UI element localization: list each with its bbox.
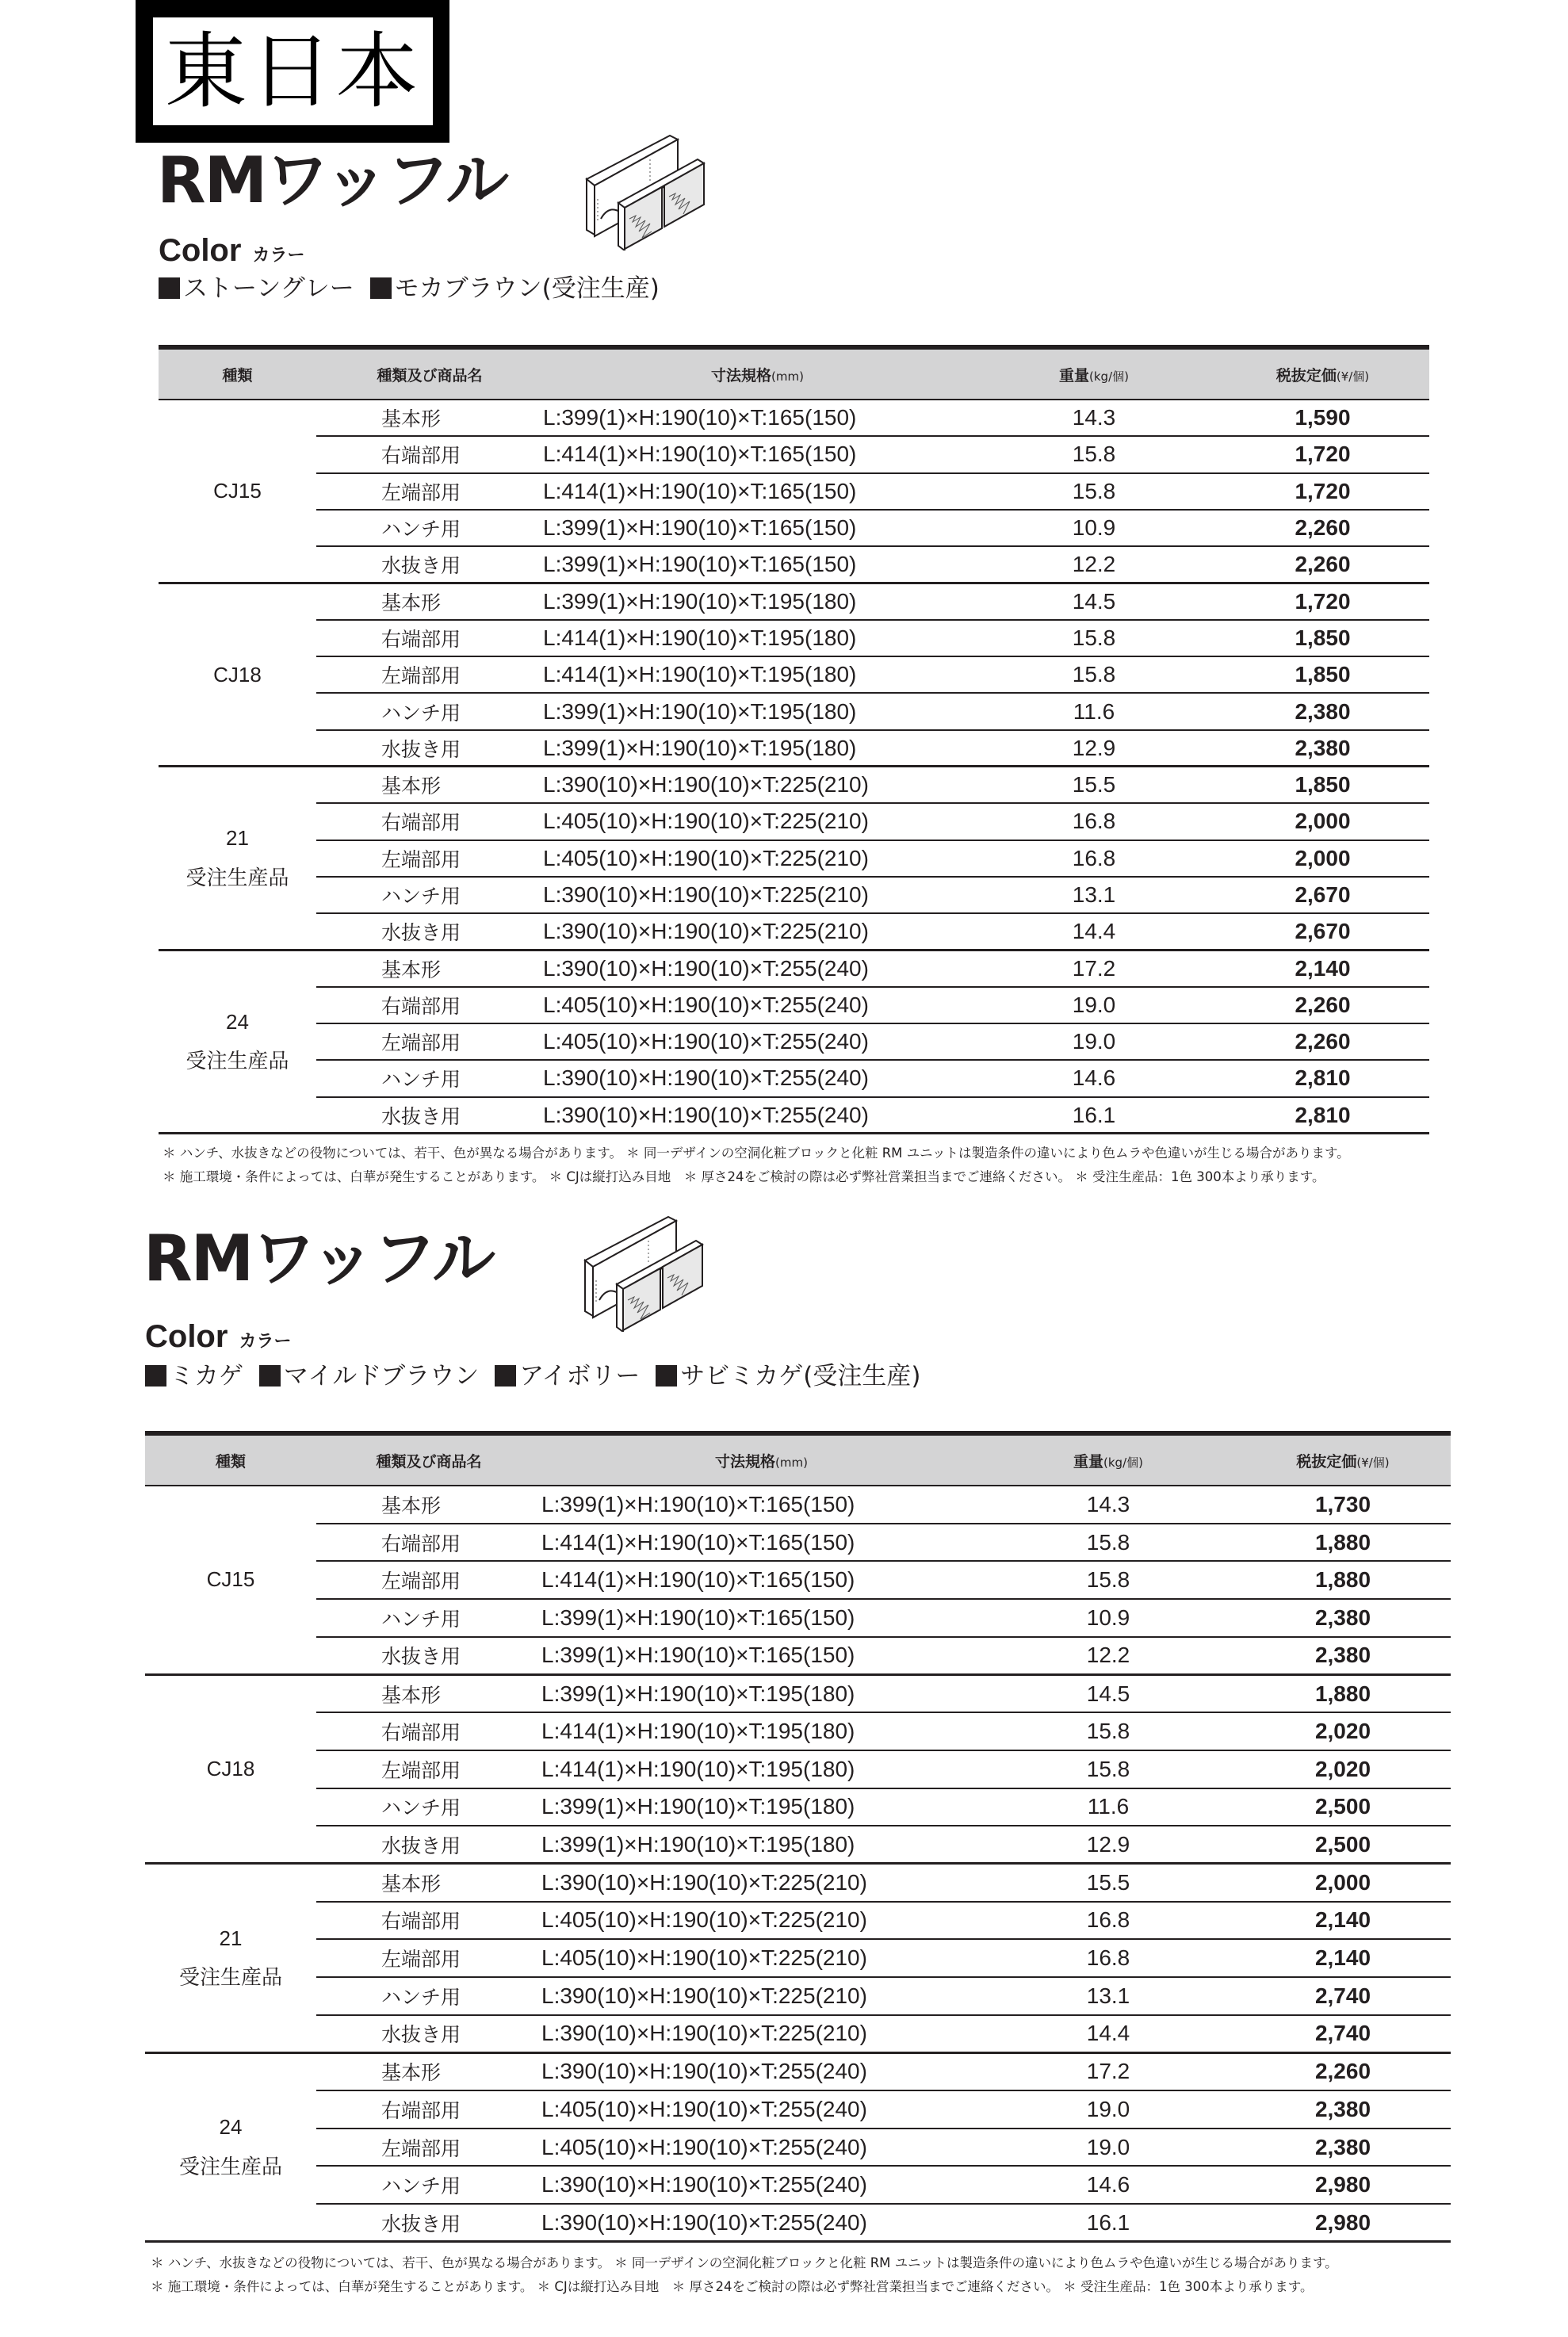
table-row [145, 1524, 1451, 1562]
dimensions-cell: L:414(1)×H:190(10)×T:165(150) [541, 1524, 981, 1562]
price-cell: 2,140 [1235, 1902, 1451, 1940]
dimensions-cell: L:399(1)×H:190(10)×T:195(180) [543, 693, 972, 729]
header-dimensions: 寸法規格(mm) [541, 1433, 981, 1486]
price-cell: 2,810 [1216, 1060, 1429, 1096]
product-name-cell: 右端部用 [316, 1712, 541, 1750]
table-row [159, 1060, 1429, 1096]
table-row [159, 987, 1429, 1023]
price-cell: 1,850 [1216, 656, 1429, 693]
weight-cell: 15.8 [981, 1712, 1235, 1750]
dimensions-cell: L:399(1)×H:190(10)×T:165(150) [541, 1599, 981, 1637]
weight-cell: 15.5 [972, 767, 1216, 803]
footnote-line: ＊ 施工環境・条件によっては、白華が発生することがあります。 ＊ CJは縦打込み目地 ＊ 厚さ24をご検討の際は必ず弊社営業担当までご連絡ください。 ＊ 受注生産品：1色 300本より承ります。 [163, 1169, 1325, 1184]
product-name-cell: 基本形 [316, 767, 543, 803]
table-row [159, 840, 1429, 877]
weight-cell: 15.8 [981, 1524, 1235, 1562]
color-option: ストーングレー [159, 277, 354, 301]
weight-cell: 12.9 [972, 730, 1216, 767]
product-name-cell: 基本形 [316, 400, 543, 436]
group-label: CJ15 [145, 1486, 316, 1674]
product-name-cell: 水抜き用 [316, 2204, 541, 2242]
price-cell: 2,740 [1235, 2015, 1451, 2053]
weight-cell: 15.8 [981, 1561, 1235, 1599]
table-row [159, 803, 1429, 840]
dimensions-cell: L:399(1)×H:190(10)×T:165(150) [543, 546, 972, 583]
price-table [159, 345, 1429, 1134]
dimensions-cell: L:399(1)×H:190(10)×T:165(150) [541, 1637, 981, 1675]
dimensions-cell: L:414(1)×H:190(10)×T:165(150) [541, 1561, 981, 1599]
product-name-cell: 水抜き用 [316, 1826, 541, 1864]
product-name-cell: 基本形 [316, 950, 543, 986]
product-name-cell: ハンチ用 [316, 693, 543, 729]
dimensions-cell: L:405(10)×H:190(10)×T:255(240) [541, 2129, 981, 2167]
dimensions-cell: L:399(1)×H:190(10)×T:165(150) [541, 1486, 981, 1524]
price-cell: 2,380 [1216, 693, 1429, 729]
dimensions-cell: L:399(1)×H:190(10)×T:195(180) [541, 1788, 981, 1826]
dimensions-cell: L:405(10)×H:190(10)×T:225(210) [541, 1902, 981, 1940]
table-row [159, 877, 1429, 913]
color-option: ミカゲ [145, 1364, 243, 1389]
weight-cell: 13.1 [972, 877, 1216, 913]
product-name-cell: 基本形 [316, 583, 543, 619]
product-name-cell: 左端部用 [316, 840, 543, 877]
table-row [159, 656, 1429, 693]
price-cell: 1,720 [1216, 436, 1429, 472]
header-weight: 重量(kg/個) [981, 1433, 1235, 1486]
block-illustration-icon [577, 1213, 704, 1332]
table-row [159, 473, 1429, 510]
product-name-cell: 水抜き用 [316, 730, 543, 767]
weight-cell: 19.0 [972, 987, 1216, 1023]
price-cell: 2,380 [1235, 2129, 1451, 2167]
weight-cell: 12.2 [972, 546, 1216, 583]
price-cell: 2,810 [1216, 1097, 1429, 1134]
color-swatch-icon [495, 1365, 516, 1387]
dimensions-cell: L:399(1)×H:190(10)×T:195(180) [543, 730, 972, 767]
header-type: 種類 [145, 1433, 316, 1486]
color-list [159, 274, 667, 303]
dimensions-cell: L:414(1)×H:190(10)×T:195(180) [541, 1712, 981, 1750]
weight-cell: 14.4 [981, 2015, 1235, 2053]
weight-cell: 16.8 [972, 803, 1216, 840]
dimensions-cell: L:405(10)×H:190(10)×T:255(240) [543, 1023, 972, 1060]
price-cell: 2,260 [1235, 2052, 1451, 2090]
price-cell: 2,260 [1216, 546, 1429, 583]
dimensions-cell: L:390(10)×H:190(10)×T:255(240) [543, 1060, 972, 1096]
header-weight: 重量(kg/個) [972, 347, 1216, 400]
price-cell: 2,380 [1216, 730, 1429, 767]
product-name-cell: 左端部用 [316, 656, 543, 693]
table-row [159, 1023, 1429, 1060]
product-title: RMワッフル [157, 143, 508, 217]
dimensions-cell: L:399(1)×H:190(10)×T:165(150) [543, 510, 972, 546]
table-row [159, 730, 1429, 767]
color-swatch-icon [159, 277, 180, 299]
price-cell: 2,020 [1235, 1712, 1451, 1750]
header-price: 税抜定価(¥/個) [1216, 347, 1429, 400]
dimensions-cell: L:414(1)×H:190(10)×T:165(150) [543, 436, 972, 472]
weight-cell: 19.0 [981, 2090, 1235, 2129]
table-row [159, 583, 1429, 619]
table-row [145, 1674, 1451, 1712]
color-heading [159, 235, 304, 266]
product-name-cell: 右端部用 [316, 803, 543, 840]
block-illustration-icon [579, 132, 706, 251]
dimensions-cell: L:390(10)×H:190(10)×T:255(240) [541, 2204, 981, 2242]
weight-cell: 13.1 [981, 1977, 1235, 2015]
product-name-cell: 右端部用 [316, 1902, 541, 1940]
footnotes [163, 1142, 1350, 1189]
table-row [145, 2129, 1451, 2167]
price-cell: 1,880 [1235, 1561, 1451, 1599]
weight-cell: 14.5 [981, 1674, 1235, 1712]
product-name-cell: 水抜き用 [316, 2015, 541, 2053]
dimensions-cell: L:390(10)×H:190(10)×T:255(240) [543, 950, 972, 986]
table-row [145, 2052, 1451, 2090]
product-name-cell: ハンチ用 [316, 877, 543, 913]
weight-cell: 12.2 [981, 1637, 1235, 1675]
color-swatch-icon [656, 1365, 677, 1387]
price-cell: 2,260 [1216, 1023, 1429, 1060]
table-row [159, 693, 1429, 729]
price-cell: 2,980 [1235, 2166, 1451, 2204]
weight-cell: 15.5 [981, 1864, 1235, 1902]
price-cell: 1,880 [1235, 1524, 1451, 1562]
table-row [145, 1977, 1451, 2015]
weight-cell: 16.8 [981, 1902, 1235, 1940]
weight-cell: 11.6 [972, 693, 1216, 729]
price-cell: 2,260 [1216, 510, 1429, 546]
price-cell: 2,260 [1216, 987, 1429, 1023]
weight-cell: 16.1 [981, 2204, 1235, 2242]
dimensions-cell: L:399(1)×H:190(10)×T:195(180) [541, 1826, 981, 1864]
table-row [159, 436, 1429, 472]
header-product-name: 種類及び商品名 [316, 1433, 541, 1486]
product-name-cell: 左端部用 [316, 2129, 541, 2167]
region-badge [136, 0, 449, 143]
price-cell: 1,720 [1216, 583, 1429, 619]
table-row [145, 1902, 1451, 1940]
weight-cell: 12.9 [981, 1826, 1235, 1864]
product-name-cell: 左端部用 [316, 1023, 543, 1060]
price-cell: 1,720 [1216, 473, 1429, 510]
price-cell: 2,140 [1216, 950, 1429, 986]
dimensions-cell: L:414(1)×H:190(10)×T:195(180) [543, 620, 972, 656]
table-row [159, 913, 1429, 950]
table-row [145, 1599, 1451, 1637]
table-row [145, 2015, 1451, 2053]
color-swatch-icon [145, 1365, 166, 1387]
price-cell: 2,380 [1235, 2090, 1451, 2129]
table-row [159, 620, 1429, 656]
product-name-cell: 左端部用 [316, 1939, 541, 1977]
product-name-cell: ハンチ用 [316, 2166, 541, 2204]
dimensions-cell: L:399(1)×H:190(10)×T:165(150) [543, 400, 972, 436]
table-row [145, 1750, 1451, 1788]
table-row [145, 1712, 1451, 1750]
dimensions-cell: L:414(1)×H:190(10)×T:195(180) [543, 656, 972, 693]
color-heading-en: Color [159, 233, 242, 268]
price-cell: 2,500 [1235, 1788, 1451, 1826]
table-row [159, 950, 1429, 986]
price-cell: 2,740 [1235, 1977, 1451, 2015]
weight-cell: 16.1 [972, 1097, 1216, 1134]
dimensions-cell: L:414(1)×H:190(10)×T:165(150) [543, 473, 972, 510]
color-heading-ja: カラー [252, 246, 305, 266]
price-cell: 2,670 [1216, 913, 1429, 950]
product-name-cell: 右端部用 [316, 1524, 541, 1562]
header-dimensions: 寸法規格(mm) [543, 347, 972, 400]
weight-cell: 10.9 [981, 1599, 1235, 1637]
product-name-cell: 基本形 [316, 1864, 541, 1902]
table-header-row [159, 347, 1429, 400]
product-name-cell: ハンチ用 [316, 1977, 541, 2015]
price-cell: 1,730 [1235, 1486, 1451, 1524]
group-label: 21 受注生産品 [159, 767, 316, 950]
dimensions-cell: L:390(10)×H:190(10)×T:225(210) [543, 913, 972, 950]
header-price: 税抜定価(¥/個) [1235, 1433, 1451, 1486]
weight-cell: 10.9 [972, 510, 1216, 546]
product-name-cell: ハンチ用 [316, 510, 543, 546]
dimensions-cell: L:399(1)×H:190(10)×T:195(180) [543, 583, 972, 619]
dimensions-cell: L:405(10)×H:190(10)×T:225(210) [541, 1939, 981, 1977]
group-label: CJ18 [145, 1674, 316, 1863]
color-swatch-icon [259, 1365, 281, 1387]
weight-cell: 14.5 [972, 583, 1216, 619]
weight-cell: 15.8 [972, 473, 1216, 510]
dimensions-cell: L:390(10)×H:190(10)×T:255(240) [543, 1097, 972, 1134]
product-name-cell: ハンチ用 [316, 1599, 541, 1637]
price-cell: 2,000 [1216, 840, 1429, 877]
price-cell: 2,380 [1235, 1637, 1451, 1675]
color-option: サビミカゲ(受注生産) [656, 1364, 920, 1389]
product-name-cell: 左端部用 [316, 1750, 541, 1788]
weight-cell: 14.6 [981, 2166, 1235, 2204]
table-row [145, 1486, 1451, 1524]
product-name-cell: 基本形 [316, 1486, 541, 1524]
table-row [159, 510, 1429, 546]
color-option: マイルドブラウン [259, 1364, 479, 1389]
table-row [145, 1939, 1451, 1977]
product-name-cell: 左端部用 [316, 473, 543, 510]
product-name-cell: 水抜き用 [316, 546, 543, 583]
price-cell: 2,500 [1235, 1826, 1451, 1864]
header-product-name: 種類及び商品名 [316, 347, 543, 400]
group-label: 21 受注生産品 [145, 1864, 316, 2052]
product-name-cell: 左端部用 [316, 1561, 541, 1599]
header-type: 種類 [159, 347, 316, 400]
weight-cell: 19.0 [972, 1023, 1216, 1060]
table-row [159, 546, 1429, 583]
dimensions-cell: L:390(10)×H:190(10)×T:255(240) [541, 2052, 981, 2090]
dimensions-cell: L:399(1)×H:190(10)×T:195(180) [541, 1674, 981, 1712]
price-cell: 1,850 [1216, 620, 1429, 656]
group-label: 24 受注生産品 [159, 950, 316, 1133]
group-label: CJ18 [159, 583, 316, 766]
table-row [145, 2204, 1451, 2242]
price-cell: 2,380 [1235, 1599, 1451, 1637]
price-cell: 2,000 [1216, 803, 1429, 840]
color-option: アイボリー [495, 1364, 640, 1389]
dimensions-cell: L:414(1)×H:190(10)×T:195(180) [541, 1750, 981, 1788]
product-name-cell: 右端部用 [316, 620, 543, 656]
dimensions-cell: L:390(10)×H:190(10)×T:225(210) [541, 1864, 981, 1902]
color-heading-en: Color [145, 1319, 228, 1354]
weight-cell: 11.6 [981, 1788, 1235, 1826]
product-name-cell: 基本形 [316, 2052, 541, 2090]
weight-cell: 17.2 [981, 2052, 1235, 2090]
footnotes [151, 2251, 1338, 2299]
dimensions-cell: L:390(10)×H:190(10)×T:225(210) [543, 767, 972, 803]
dimensions-cell: L:405(10)×H:190(10)×T:225(210) [543, 803, 972, 840]
table-row [159, 767, 1429, 803]
table-row [145, 2166, 1451, 2204]
weight-cell: 15.8 [981, 1750, 1235, 1788]
price-table [145, 1431, 1451, 2243]
price-cell: 1,590 [1216, 400, 1429, 436]
footnote-line: ＊ 施工環境・条件によっては、白華が発生することがあります。 ＊ CJは縦打込み目地 ＊ 厚さ24をご検討の際は必ず弊社営業担当までご連絡ください。 ＊ 受注生産品：1色 300本より承ります。 [151, 2279, 1314, 2294]
product-name-cell: ハンチ用 [316, 1060, 543, 1096]
price-cell: 2,980 [1235, 2204, 1451, 2242]
table-row [145, 2090, 1451, 2129]
weight-cell: 15.8 [972, 620, 1216, 656]
product-name-cell: 右端部用 [316, 2090, 541, 2129]
product-name-cell: 水抜き用 [316, 1637, 541, 1675]
dimensions-cell: L:390(10)×H:190(10)×T:225(210) [543, 877, 972, 913]
table-row [159, 1097, 1429, 1134]
product-name-cell: 水抜き用 [316, 913, 543, 950]
region-badge-text: 東日本 [164, 23, 422, 120]
weight-cell: 15.8 [972, 436, 1216, 472]
dimensions-cell: L:405(10)×H:190(10)×T:255(240) [541, 2090, 981, 2129]
price-cell: 1,880 [1235, 1674, 1451, 1712]
table-row [145, 1561, 1451, 1599]
color-list [145, 1364, 928, 1389]
weight-cell: 19.0 [981, 2129, 1235, 2167]
table-header-row [145, 1433, 1451, 1486]
weight-cell: 14.4 [972, 913, 1216, 950]
table-row [145, 1637, 1451, 1675]
color-swatch-icon [370, 277, 392, 299]
weight-cell: 14.3 [981, 1486, 1235, 1524]
weight-cell: 16.8 [972, 840, 1216, 877]
weight-cell: 14.6 [972, 1060, 1216, 1096]
group-label: CJ15 [159, 400, 316, 583]
product-name-cell: 基本形 [316, 1674, 541, 1712]
product-name-cell: ハンチ用 [316, 1788, 541, 1826]
dimensions-cell: L:390(10)×H:190(10)×T:225(210) [541, 1977, 981, 2015]
dimensions-cell: L:405(10)×H:190(10)×T:225(210) [543, 840, 972, 877]
weight-cell: 14.3 [972, 400, 1216, 436]
table-row [145, 1826, 1451, 1864]
group-label: 24 受注生産品 [145, 2052, 316, 2241]
product-name-cell: 水抜き用 [316, 1097, 543, 1134]
product-name-cell: 右端部用 [316, 436, 543, 472]
table-row [159, 400, 1429, 436]
color-heading [145, 1321, 291, 1352]
weight-cell: 15.8 [972, 656, 1216, 693]
dimensions-cell: L:390(10)×H:190(10)×T:225(210) [541, 2015, 981, 2053]
price-cell: 2,020 [1235, 1750, 1451, 1788]
weight-cell: 17.2 [972, 950, 1216, 986]
color-heading-ja: カラー [239, 1332, 292, 1352]
footnote-line: ＊ ハンチ、水抜きなどの役物については、若干、色が異なる場合があります。 ＊ 同一デザインの空洞化粧ブロックと化粧 RM ユニットは製造条件の違いにより色ムラや色違いが生じる場合があります。 [151, 2255, 1338, 2270]
price-cell: 1,850 [1216, 767, 1429, 803]
table-row [145, 1864, 1451, 1902]
price-cell: 2,670 [1216, 877, 1429, 913]
price-cell: 2,140 [1235, 1939, 1451, 1977]
footnote-line: ＊ ハンチ、水抜きなどの役物については、若干、色が異なる場合があります。 ＊ 同一デザインの空洞化粧ブロックと化粧 RM ユニットは製造条件の違いにより色ムラや色違いが生じる場合があります。 [163, 1146, 1350, 1161]
price-cell: 2,000 [1235, 1864, 1451, 1902]
dimensions-cell: L:390(10)×H:190(10)×T:255(240) [541, 2166, 981, 2204]
product-name-cell: 右端部用 [316, 987, 543, 1023]
product-title: RMワッフル [143, 1222, 495, 1295]
dimensions-cell: L:405(10)×H:190(10)×T:255(240) [543, 987, 972, 1023]
table-row [145, 1788, 1451, 1826]
weight-cell: 16.8 [981, 1939, 1235, 1977]
color-option: モカブラウン(受注生産) [370, 277, 660, 301]
